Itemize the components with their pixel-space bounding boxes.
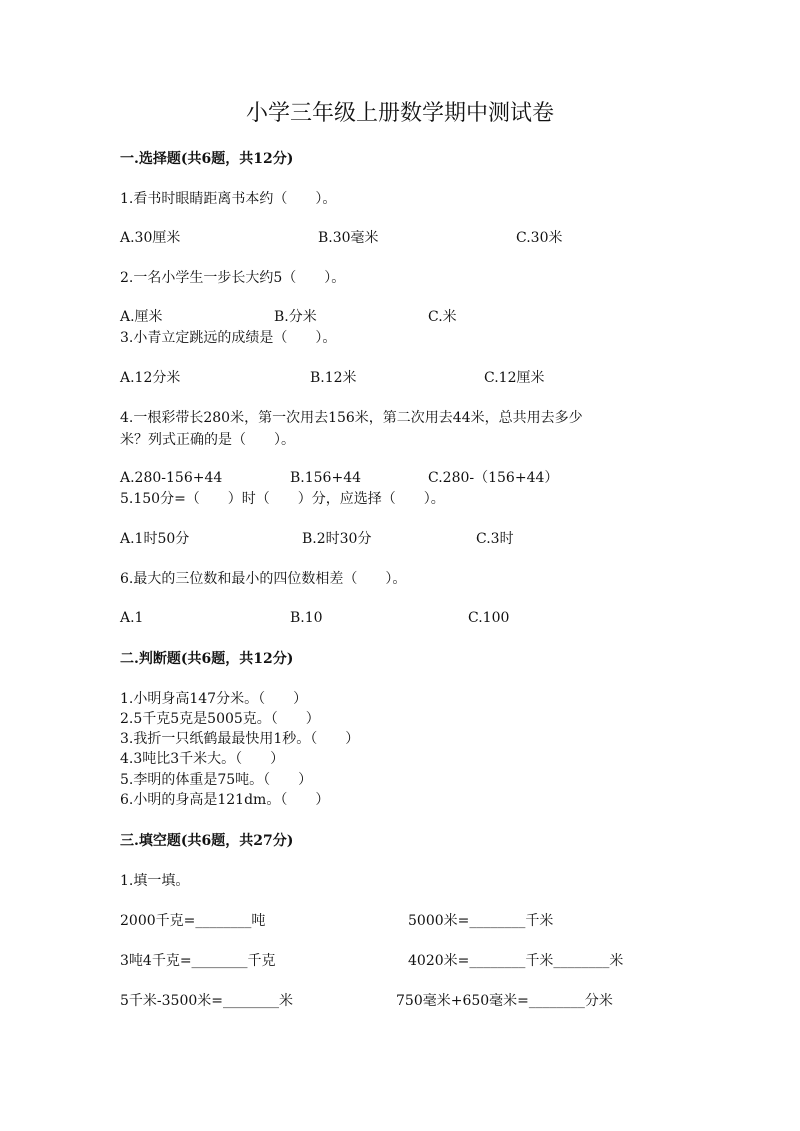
option: B.30毫米 [318,230,379,246]
option: C.280-（156+44） [428,470,559,486]
judgement-item: 6.小明的身高是121dm。（ ） [120,792,330,808]
fill-blank-item: 750毫米+650毫米=________分米 [396,993,613,1009]
section-heading: 一.选择题(共6题，共12分) [120,151,294,167]
option: A.厘米 [120,309,163,325]
option: A.1时50分 [120,531,190,547]
question-stem: 1.填一填。 [120,873,190,889]
section-heading: 三.填空题(共6题，共27分) [120,833,294,849]
option: B.12米 [310,370,357,386]
option: C.3时 [476,531,514,547]
judgement-item: 4.3吨比3千米大。（ ） [120,751,285,767]
option: A.12分米 [120,370,181,386]
fill-blank-item: 2000千克=________吨 [120,913,266,929]
option: C.100 [468,610,510,626]
option: C.30米 [516,230,563,246]
judgement-item: 2.5千克5克是5005克。（ ） [120,711,320,727]
judgement-item: 1.小明身高147分米。（ ） [120,691,308,707]
question-stem: 3.小青立定跳远的成绩是（ ）。 [120,330,337,346]
question-stem: 2.一名小学生一步长大约5（ ）。 [120,270,346,286]
option: A.30厘米 [120,230,181,246]
question-stem: 5.150分=（ ）时（ ）分，应选择（ ）。 [120,491,445,507]
option: B.分米 [274,309,317,325]
fill-blank-item: 4020米=________千米________米 [408,953,624,969]
question-stem: 1.看书时眼睛距离书本约（ ）。 [120,191,337,207]
fill-blank-item: 5000米=________千米 [408,913,554,929]
option: B.156+44 [290,470,362,486]
question-stem: 6.最大的三位数和最小的四位数相差（ ）。 [120,571,407,587]
option: C.米 [428,309,457,325]
question-stem: 米？列式正确的是（ ）。 [120,432,295,448]
section-heading: 二.判断题(共6题，共12分) [120,651,294,667]
judgement-item: 3.我折一只纸鹤最最快用1秒。（ ） [120,731,360,747]
option: B.10 [290,610,323,626]
option: B.2时30分 [302,531,372,547]
question-stem: 4.一根彩带长280米，第一次用去156米，第二次用去44米，总共用去多少 [120,410,583,426]
judgement-item: 5.李明的体重是75吨。（ ） [120,772,313,788]
fill-blank-item: 3吨4千克=________千克 [120,953,276,969]
page-title: 小学三年级上册数学期中测试卷 [245,101,554,126]
option: A.1 [120,610,144,626]
option: A.280-156+44 [120,470,223,486]
fill-blank-item: 5千米-3500米=________米 [120,993,293,1009]
option: C.12厘米 [484,370,545,386]
